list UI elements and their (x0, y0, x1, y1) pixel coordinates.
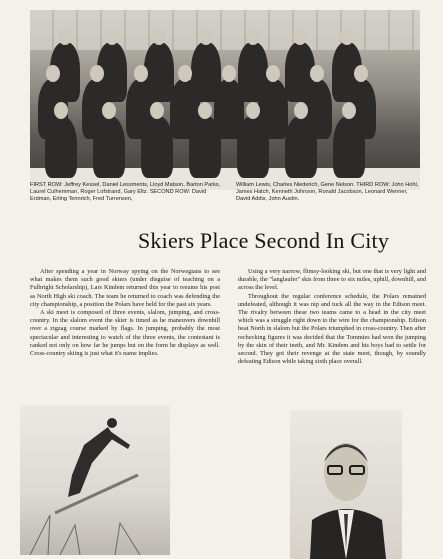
bare-tree (60, 525, 80, 555)
team-member-face (58, 28, 72, 45)
article-paragraph: Using a very narrow, flimsy-looking ski, but one that is very light and durable, the "langlaufer" skis from three to six miles, uphill, downhill, and across the level. (238, 268, 426, 292)
bare-tree (115, 523, 140, 555)
photo-caption-left: FIRST ROW: Jeffrey Kessel, Daniel Lessments, Lloyd Matson, Barton Parks, Laurel Culhemman, Roger Lofstrand, Gary Eltz. SECOND ROW: David Erdman, Erling Tennrich, Fred Turrensen, (30, 182, 221, 203)
article-column-right (238, 268, 426, 366)
jumper-head (107, 418, 117, 428)
team-member-face (199, 28, 213, 45)
team-photo (30, 10, 420, 190)
team-member (333, 116, 365, 178)
team-member-face (293, 28, 307, 45)
ski-jumper-figure (20, 405, 170, 555)
team-member (285, 116, 317, 178)
coach-figure (290, 410, 402, 559)
team-member-face (102, 102, 116, 119)
team-member-face (105, 28, 119, 45)
team-member (189, 116, 221, 178)
team-member-face (266, 65, 280, 82)
headline: Skiers Place Second In City (138, 228, 390, 253)
team-member-face (198, 102, 212, 119)
team-member-face (222, 65, 236, 82)
article-paragraph: After spending a year in Norway spying on the Norwegians to see what makes them such good skiers (under disguise of teaching on a Fulbright Scholarship), Lars Kindem returned this year to resume his post as North High ski coach. The team he returned to coach was defending the city championship, a position the Polars have held for the past six years. (30, 268, 220, 308)
ski-jumper-photo (20, 405, 170, 555)
team-member-face (134, 65, 148, 82)
photo-caption-right: William Lewis, Charles Niederich, Gene Nelson. THIRD ROW: John Hohl, James Hatch, Kenneth Johnson, Ronald Jacobson, Leonard Wenner, David Addis, John Austin. (236, 182, 419, 203)
team-member-face (54, 102, 68, 119)
article-column-left (30, 268, 220, 358)
team-member-face (246, 102, 260, 119)
team-member (237, 116, 269, 178)
team-member (93, 116, 125, 178)
team-member-face (340, 28, 354, 45)
team-member-face (342, 102, 356, 119)
team-member (45, 116, 77, 178)
team-member-face (294, 102, 308, 119)
team-member-face (46, 65, 60, 82)
team-member-face (152, 28, 166, 45)
team-member (141, 116, 173, 178)
team-member-face (150, 102, 164, 119)
team-member-face (354, 65, 368, 82)
building-background (30, 10, 420, 50)
team-member-face (310, 65, 324, 82)
coach-portrait-photo (290, 410, 402, 559)
team-member-face (246, 28, 260, 45)
team-member-face (178, 65, 192, 82)
jumper-body (68, 427, 114, 497)
ski (55, 475, 138, 513)
bare-tree (30, 515, 50, 555)
article-paragraph: Throughout the regular conference schedule, the Polars remained undefeated, although it was nip and tuck all the way in the Edison meet. The rivalry between these two teams came to a head in the city meet which was a struggle right down to the wire for the championship. Edison beat North in slalom but the Polars triumphed in cross-country. Then after rechecking figures it was decided that the Tommies had won the jumping by the skin of their teeth, and Mr. Kindem and his boys had to settle for second. They got their revenge at the state meet, though, by soundly defeating Edison while taking sixth place overall. (238, 292, 426, 366)
team-member-face (90, 65, 104, 82)
article-paragraph: A ski meet is composed of three events, slalom, jumping, and cross-country. In the slalom event the skier is timed as he maneuvers downhill over a zigzag course marked by flags. In jumping, probably the most spectacular and interesting to watch of the three events, the contestant is ranked not only on how far he jumps but on the form he displays as well. Cross-country skiing is just what it's name implies. (30, 309, 220, 358)
